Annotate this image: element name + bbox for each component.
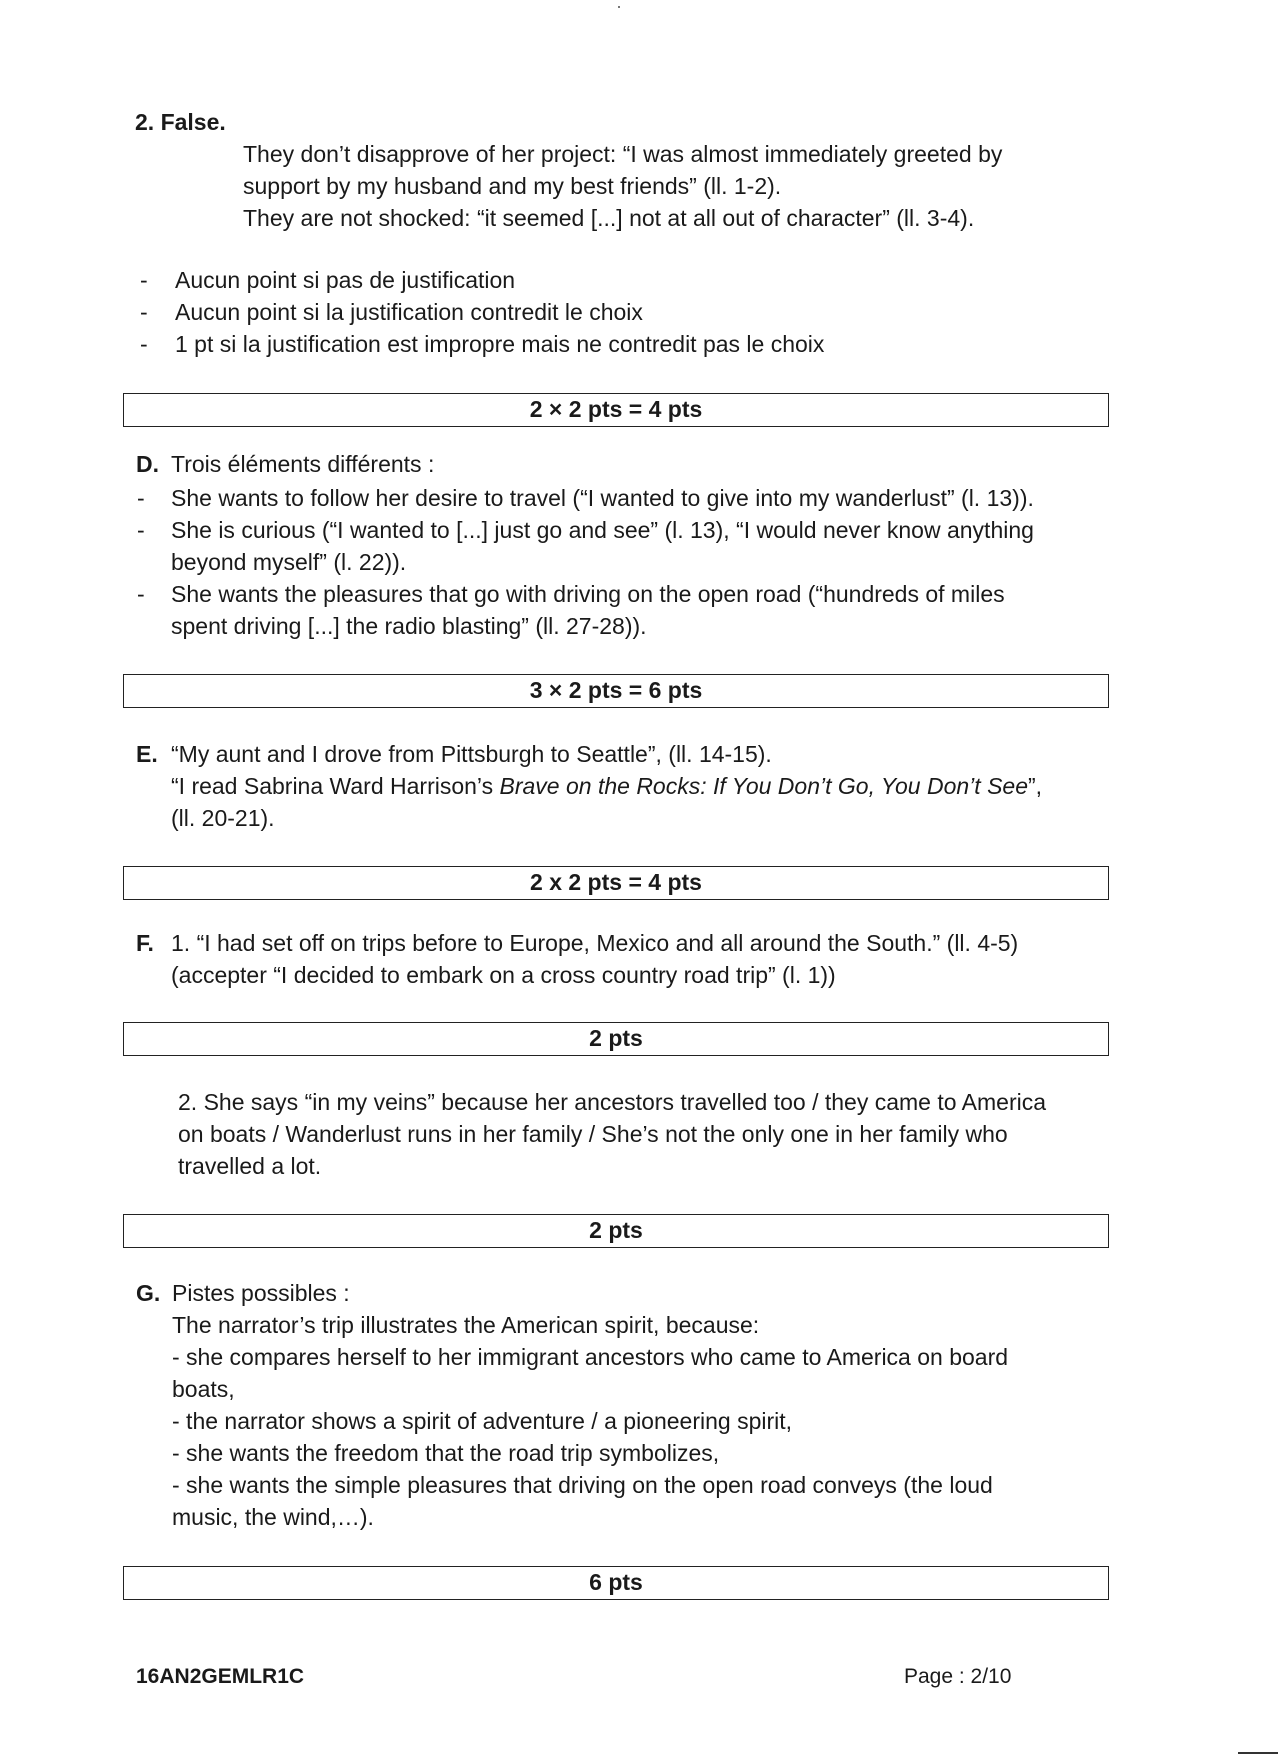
bullet-dash: - xyxy=(137,485,145,511)
g-line: - she wants the simple pleasures that driving on the open road conveys (the loud xyxy=(172,1472,993,1498)
points-box: 2 × 2 pts = 4 pts xyxy=(123,393,1109,427)
f-sub-line: travelled a lot. xyxy=(178,1153,322,1179)
e-line: (ll. 20-21). xyxy=(171,805,275,831)
g-line: music, the wind,…). xyxy=(172,1504,374,1530)
q2-answer-line: support by my husband and my best friends” (ll. 1-2). xyxy=(243,173,782,199)
e-line-text: ”, xyxy=(1028,773,1043,799)
document-code: 16AN2GEMLR1C xyxy=(136,1665,305,1688)
g-line: - she compares herself to her immigrant ancestors who came to America on board xyxy=(172,1344,1009,1370)
section-letter-f: F. xyxy=(136,930,154,956)
d-item: She is curious (“I wanted to [...] just go and see” (l. 13), “I would never know anything xyxy=(171,517,1034,543)
points-box: 2 x 2 pts = 4 pts xyxy=(123,866,1109,900)
points-box: 6 pts xyxy=(123,1566,1109,1600)
bullet-dash: - xyxy=(140,267,148,293)
book-title: Brave on the Rocks: If You Don’t Go, You Don’t See xyxy=(499,773,1028,799)
d-item: She wants the pleasures that go with driving on the open road (“hundreds of miles xyxy=(171,581,1005,607)
g-line: - the narrator shows a spirit of adventure / a pioneering spirit, xyxy=(172,1408,793,1434)
section-letter-g: G. xyxy=(136,1280,161,1306)
e-line xyxy=(171,770,1042,802)
g-line: boats, xyxy=(172,1376,235,1402)
g-line: The narrator’s trip illustrates the American spirit, because: xyxy=(172,1312,760,1338)
page-number: Page : 2/10 xyxy=(904,1665,1012,1688)
g-line: Pistes possibles : xyxy=(172,1280,350,1306)
section-heading-2: 2. False. xyxy=(135,109,226,135)
f-line: 1. “I had set off on trips before to Europe, Mexico and all around the South.” (ll. 4-5) xyxy=(171,930,1019,956)
bullet-dash: - xyxy=(140,299,148,325)
scan-mark xyxy=(1238,1752,1278,1754)
grading-rule: Aucun point si la justification contredit le choix xyxy=(175,299,643,325)
f-sub-line: on boats / Wanderlust runs in her family / She’s not the only one in her family who xyxy=(178,1121,1008,1147)
d-item: She wants to follow her desire to travel (“I wanted to give into my wanderlust” (l. 13)). xyxy=(171,485,1034,511)
e-line: “My aunt and I drove from Pittsburgh to Seattle”, (ll. 14-15). xyxy=(171,741,772,767)
scan-dot xyxy=(618,6,620,8)
q2-answer-line: They are not shocked: “it seemed [...] not at all out of character” (ll. 3-4). xyxy=(243,205,975,231)
points-box: 2 pts xyxy=(123,1022,1109,1056)
g-line: - she wants the freedom that the road trip symbolizes, xyxy=(172,1440,720,1466)
f-sub-line: 2. She says “in my veins” because her ancestors travelled too / they came to America xyxy=(178,1089,1047,1115)
bullet-dash: - xyxy=(137,581,145,607)
bullet-dash: - xyxy=(137,517,145,543)
grading-rule: Aucun point si pas de justification xyxy=(175,267,516,293)
section-letter-e: E. xyxy=(136,741,158,767)
q2-answer-line: They don’t disapprove of her project: “I was almost immediately greeted by xyxy=(243,141,1003,167)
points-box: 3 × 2 pts = 6 pts xyxy=(123,674,1109,708)
bullet-dash: - xyxy=(140,331,148,357)
f-line: (accepter “I decided to embark on a cross country road trip” (l. 1)) xyxy=(171,962,836,988)
section-letter-d: D. xyxy=(136,451,159,477)
d-item-continued: beyond myself” (l. 22)). xyxy=(171,549,407,575)
d-intro: Trois éléments différents : xyxy=(171,451,435,477)
e-line-text: “I read Sabrina Ward Harrison’s xyxy=(171,773,500,799)
grading-rule: 1 pt si la justification est impropre mais ne contredit pas le choix xyxy=(175,331,825,357)
points-box: 2 pts xyxy=(123,1214,1109,1248)
d-item-continued: spent driving [...] the radio blasting” (ll. 27-28)). xyxy=(171,613,647,639)
